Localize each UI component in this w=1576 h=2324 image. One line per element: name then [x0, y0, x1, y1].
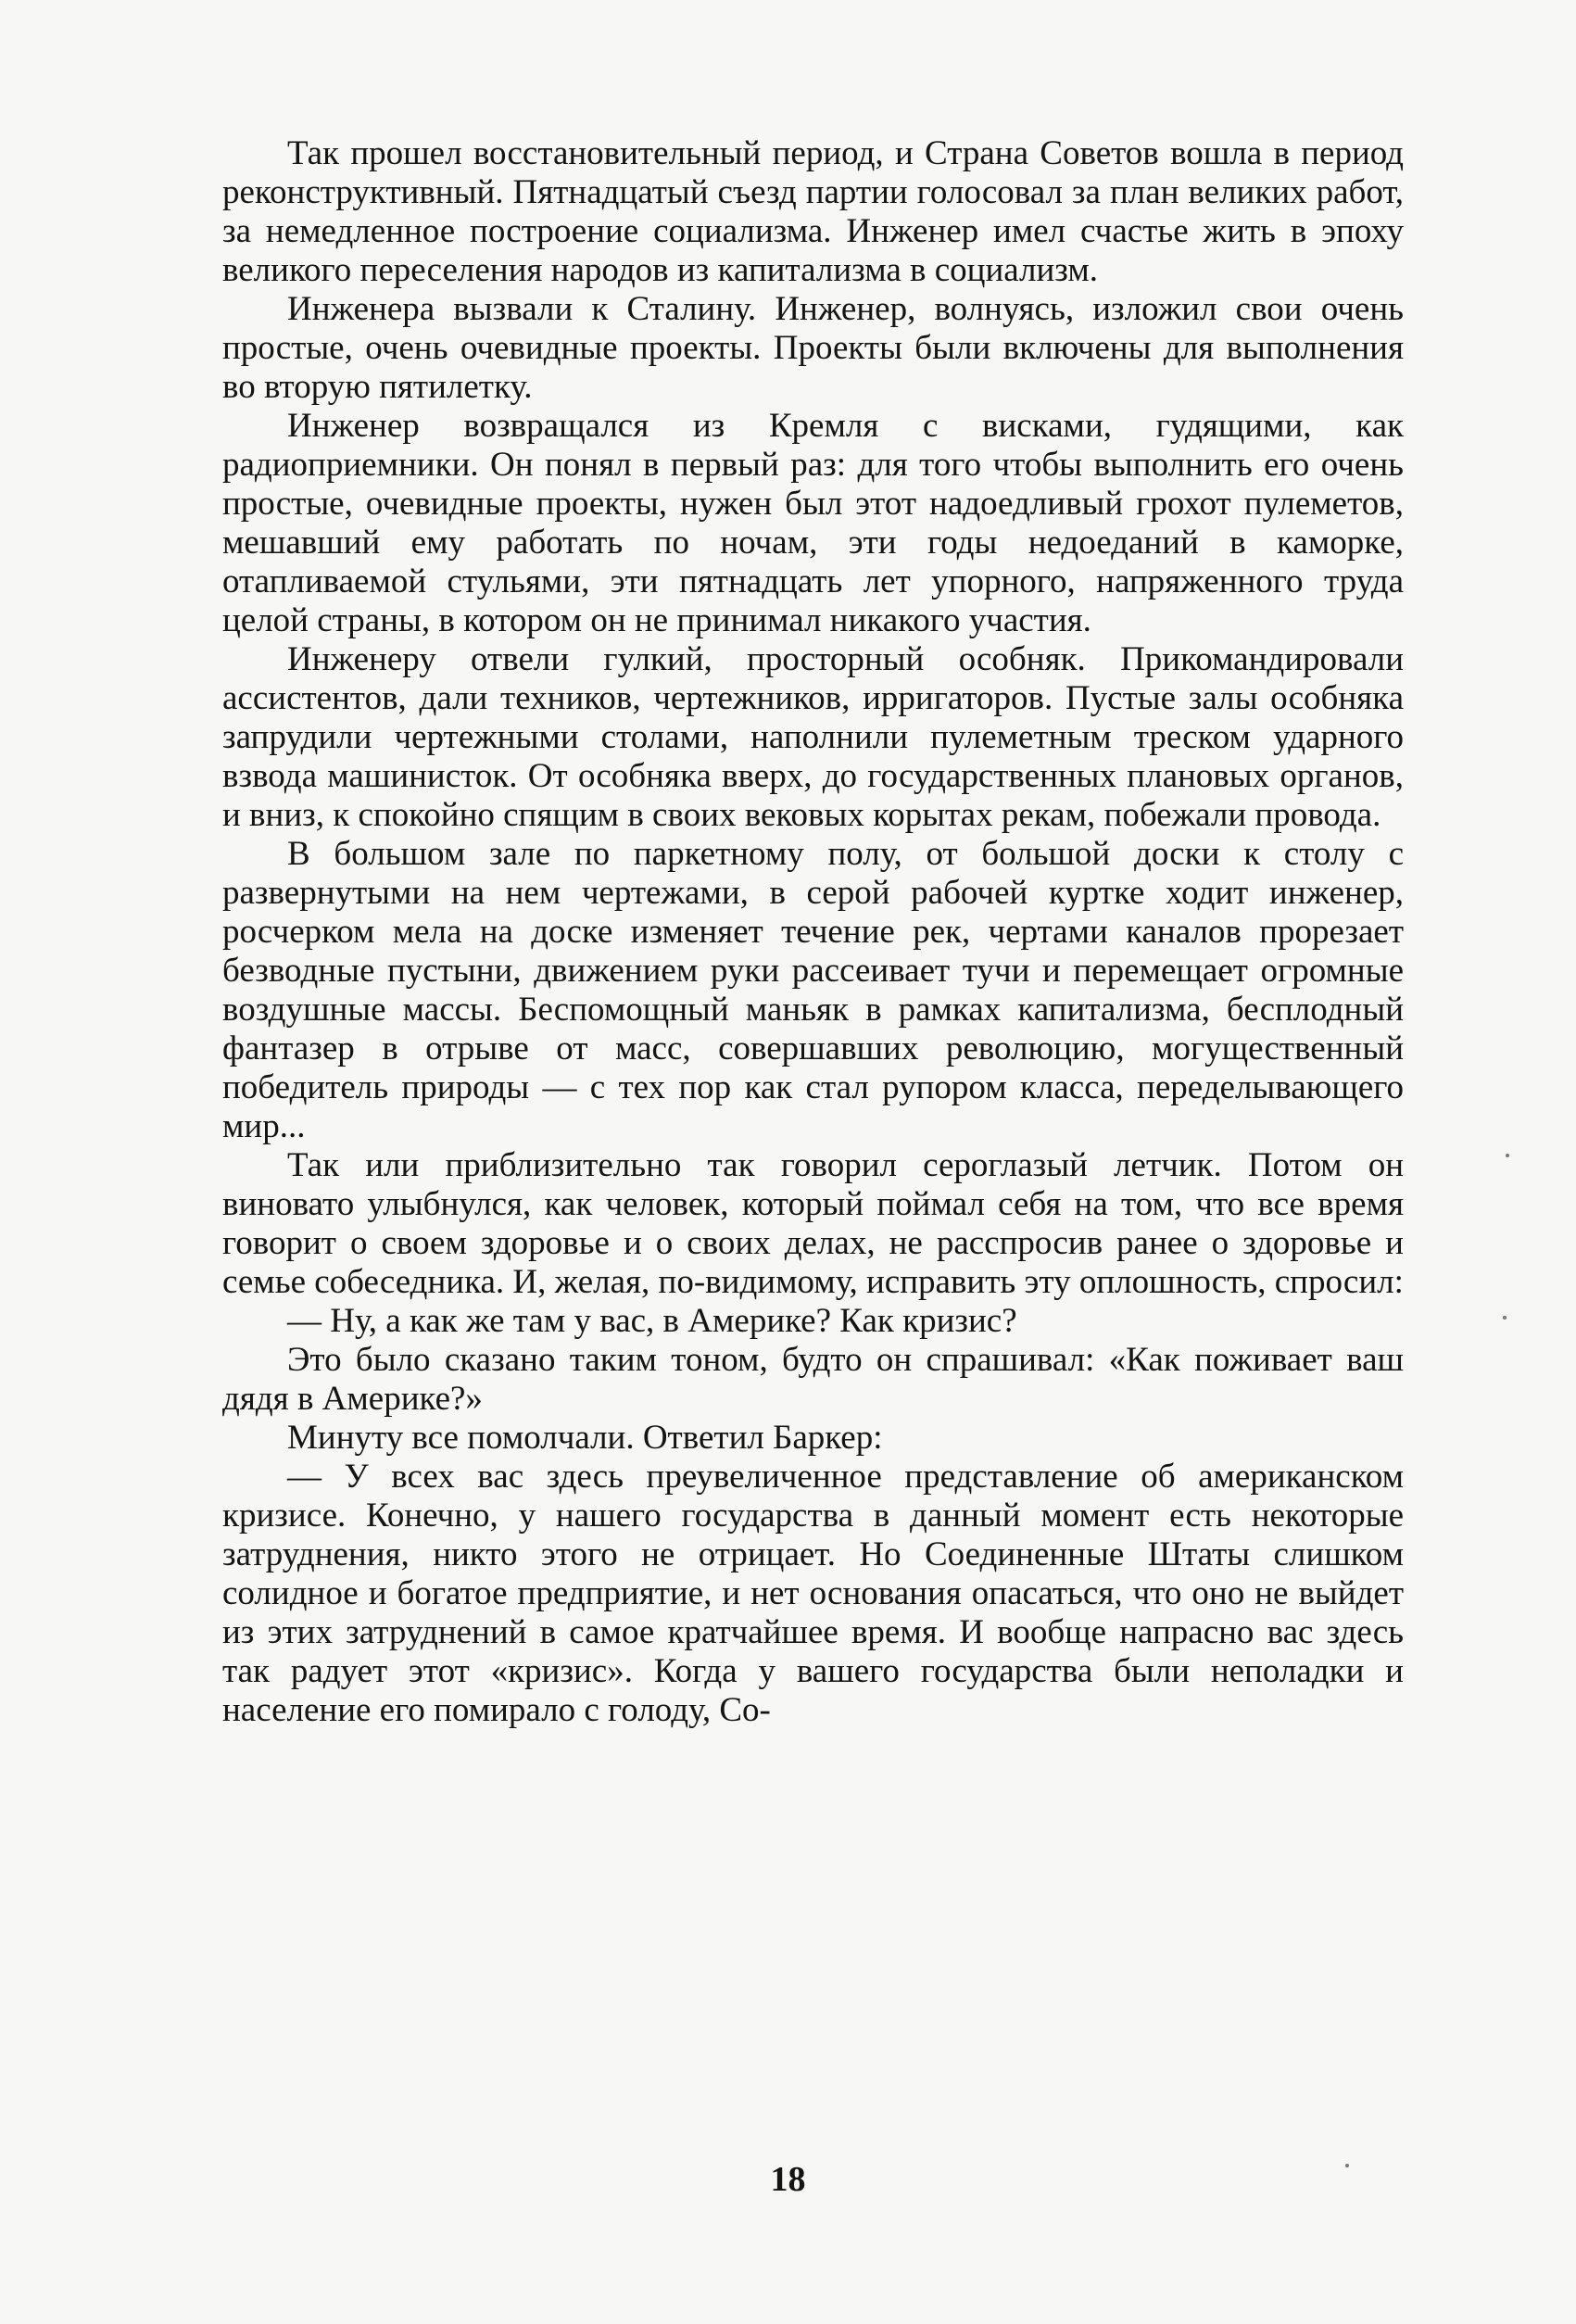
scan-speck	[1345, 2164, 1349, 2167]
scan-speck	[1506, 1154, 1509, 1157]
paragraph: Так прошел восстановительный период, и Страна Советов вошла в период реконструктивный. Пятнадцатый съезд партии голосовал за план великих работ, за немедленное построение социализма. Инженер имел счастье жить в эпоху великого переселения народов из капитализма в социализм.	[222, 134, 1404, 289]
paragraph: Инженер возвращался из Кремля с висками, гудящими, как радиоприемники. Он понял в первый раз: для того чтобы выполнить его очень простые, очевидные проекты, нужен был этот надоедливый грохот пулеметов, мешавший ему работать по ночам, эти годы недоеданий в каморке, отапливаемой стульями, эти пятнадцать лет упорного, напряженного труда целой страны, в котором он не принимал никакого участия.	[222, 407, 1404, 639]
paragraph: Инженера вызвали к Сталину. Инженер, волнуясь, изложил свои очень простые, очень очевидные проекты. Проекты были включены для выполнения во вторую пятилетку.	[222, 290, 1404, 406]
paragraph: Минуту все помолчали. Ответил Баркер:	[287, 1419, 883, 1457]
page-number: 18	[770, 2160, 806, 2199]
paragraph: — Ну, а как же там у вас, в Америке? Как кризис?	[287, 1302, 1017, 1340]
paragraph: — У всех вас здесь преувеличенное представление об американском кризисе. Конечно, у нашего государства в данный момент есть некоторые затруднения, никто этого не отрицает. Но Соединенные Штаты слишком солидное и богатое предприятие, и нет основания опасаться, что оно не выйдет из этих затруднений в самое кратчайшее время. И вообще напрасно вас здесь так радует этот «кризис». Когда у вашего государства были неполадки и население его помирало с голоду, Со-	[222, 1458, 1404, 1729]
paragraph: Так или приблизительно так говорил сероглазый летчик. Потом он виновато улыбнулся, как человек, который поймал себя на том, что все время говорит о своем здоровье и о своих делах, не расспросив ранее о здоровье и семье собеседника. И, желая, по-видимому, исправить эту оплошность, спросил:	[222, 1146, 1404, 1301]
scan-speck	[1503, 1316, 1507, 1320]
body-text	[222, 134, 1404, 1730]
paragraph: В большом зале по паркетному полу, от большой доски к столу с развернутыми на нем чертежами, в серой рабочей куртке ходит инженер, росчерком мела на доске изменяет течение рек, чертами каналов прорезает безводные пустыни, движением руки рассеивает тучи и перемещает огромные воздушные массы. Беспомощный маньяк в рамках капитализма, бесплодный фантазер в отрыве от масс, совершавших революцию, могущественный победитель природы — с тех пор как стал рупором класса, переделывающего мир...	[222, 835, 1404, 1145]
paragraph: Инженеру отвели гулкий, просторный особняк. Прикомандировали ассистентов, дали техников, чертежников, ирригаторов. Пустые залы особняка запрудили чертежными столами, наполнили пулеметным треском ударного взвода машинисток. От особняка вверх, до государственных плановых органов, и вниз, к спокойно спящим в своих вековых корытах рекам, побежали провода.	[222, 640, 1404, 834]
paragraph: Это было сказано таким тоном, будто он спрашивал: «Как поживает ваш дядя в Америке?»	[222, 1341, 1404, 1418]
